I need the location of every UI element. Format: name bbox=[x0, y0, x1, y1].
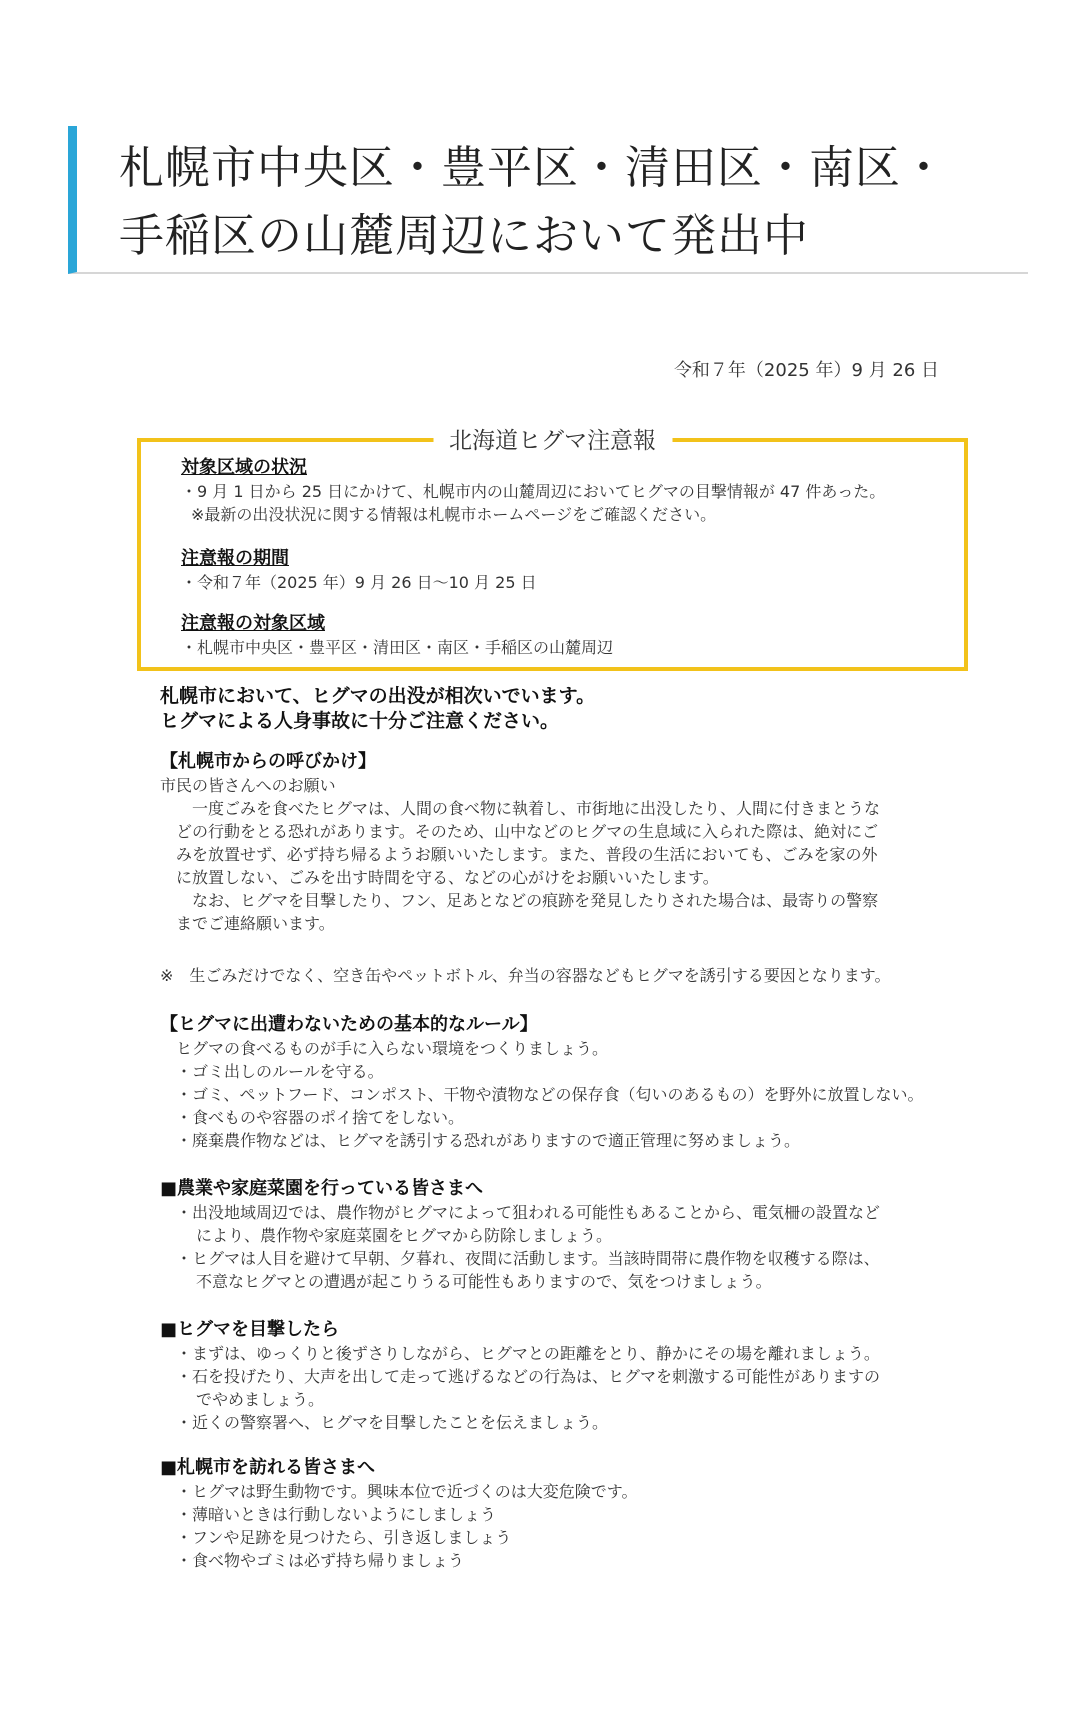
farm-heading: ■農業や家庭菜園を行っている皆さまへ bbox=[160, 1178, 484, 1199]
status-heading: 対象区域の状況 bbox=[181, 457, 307, 478]
period-block bbox=[181, 547, 961, 594]
sighting-section bbox=[160, 1317, 960, 1434]
period-heading: 注意報の期間 bbox=[181, 548, 289, 569]
lead-line-2: ヒグマによる人身事故に十分ご注意ください。 bbox=[160, 710, 560, 732]
area-line: ・札幌市中央区・豊平区・清田区・南区・手稲区の山麓周辺 bbox=[181, 638, 614, 657]
list-item: ・ゴミ、ペットフード、コンポスト、干物や漬物などの保存食（匂いのあるもの）を野外に放置しない。 bbox=[176, 1085, 924, 1104]
list-item-continued: 不意なヒグマとの遭遇が起こりうる可能性もありますので、気をつけましょう。 bbox=[196, 1272, 772, 1291]
notice-box bbox=[137, 428, 968, 671]
list-item-continued: により、農作物や家庭菜園をヒグマから防除しましょう。 bbox=[196, 1226, 613, 1245]
list-item: ・食べものや容器のポイ捨てをしない。 bbox=[176, 1108, 465, 1127]
headline bbox=[68, 126, 1028, 274]
appeal-paragraph-line: 一度ごみを食べたヒグマは、人間の食べ物に執着し、市街地に出没したり、人間に付きまとうな bbox=[192, 799, 881, 818]
list-item: ・近くの警察署へ、ヒグマを目撃したことを伝えましょう。 bbox=[176, 1413, 609, 1432]
list-item: ・薄暗いときは行動しないようにしましょう bbox=[176, 1505, 497, 1524]
rules-sub: ヒグマの食べるものが手に入らない環境をつくりましょう。 bbox=[176, 1039, 609, 1058]
notice-title: 北海道ヒグマ注意報 bbox=[433, 422, 672, 455]
appeal-paragraph-line: に放置しない、ごみを出す時間を守る、などの心がけをお願いいたします。 bbox=[176, 868, 719, 887]
list-item: ・ヒグマは人目を避けて早朝、夕暮れ、夜間に活動します。当該時間帯に農作物を収穫する際は、 bbox=[176, 1249, 880, 1268]
lead-text bbox=[160, 684, 595, 734]
status-note: ※最新の出没状況に関する情報は札幌市ホームページをご確認ください。 bbox=[191, 505, 717, 524]
appeal-heading: 【札幌市からの呼びかけ】 bbox=[160, 751, 376, 772]
appeal-paragraph-line: みを放置せず、必ず持ち帰るようお願いいたします。また、普段の生活においても、ごみを家の外 bbox=[176, 845, 878, 864]
status-line: ・9 月 1 日から 25 日にかけて、札幌市内の山麓周辺においてヒグマの目撃情報が 47 件あった。 bbox=[181, 482, 886, 501]
rules-section bbox=[160, 1012, 960, 1152]
farm-section bbox=[160, 1176, 960, 1293]
area-heading: 注意報の対象区域 bbox=[181, 613, 325, 634]
list-item: ・廃棄農作物などは、ヒグマを誘引する恐れがありますので適正管理に努めましょう。 bbox=[176, 1131, 801, 1150]
appeal-sub: 市民の皆さんへのお願い bbox=[160, 776, 336, 795]
list-item: ・まずは、ゆっくりと後ずさりしながら、ヒグマとの距離をとり、静かにその場を離れましょう。 bbox=[176, 1344, 880, 1363]
list-item: ・ヒグマは野生動物です。興味本位で近づくのは大変危険です。 bbox=[176, 1482, 638, 1501]
visitors-section bbox=[160, 1455, 960, 1572]
status-block bbox=[181, 456, 961, 526]
appeal-paragraph-line: どの行動をとる恐れがあります。そのため、山中などのヒグマの生息域に入られた際は、絶対にご bbox=[176, 822, 879, 841]
list-item: ・フンや足跡を見つけたら、引き返しましょう bbox=[176, 1528, 512, 1547]
list-item: ・石を投げたり、大声を出して走って逃げるなどの行為は、ヒグマを刺激する可能性がありますの bbox=[176, 1367, 881, 1386]
rules-heading: 【ヒグマに出遭わないための基本的なルール】 bbox=[160, 1014, 538, 1035]
appeal-section bbox=[160, 749, 960, 935]
list-item: ・ゴミ出しのルールを守る。 bbox=[176, 1062, 384, 1081]
list-item-continued: でやめましょう。 bbox=[196, 1390, 325, 1409]
issue-date: 令和７年（2025 年）9 月 26 日 bbox=[673, 360, 939, 381]
list-item: ・出没地域周辺では、農作物がヒグマによって狙われる可能性もあることから、電気柵の設置など bbox=[176, 1203, 881, 1222]
list-item: ・食べ物やゴミは必ず持ち帰りましょう bbox=[176, 1551, 465, 1570]
headline-line-1: 札幌市中央区・豊平区・清田区・南区・ bbox=[119, 141, 948, 194]
headline-line-2: 手稲区の山麓周辺において発出中 bbox=[119, 209, 810, 262]
lead-line-1: 札幌市において、ヒグマの出没が相次いでいます。 bbox=[160, 685, 596, 707]
area-block bbox=[181, 612, 961, 659]
period-line: ・令和７年（2025 年）9 月 26 日～10 月 25 日 bbox=[181, 573, 537, 592]
sighting-heading: ■ヒグマを目撃したら bbox=[160, 1319, 340, 1340]
appeal-paragraph-line: なお、ヒグマを目撃したり、フン、足あとなどの痕跡を発見したりされた場合は、最寄りの警察 bbox=[192, 891, 879, 910]
visitors-heading: ■札幌市を訪れる皆さまへ bbox=[160, 1457, 376, 1478]
garbage-note: ※ 生ごみだけでなく、空き缶やペットボトル、弁当の容器などもヒグマを誘引する要因となります。 bbox=[160, 966, 891, 985]
appeal-paragraph-line: までご連絡願います。 bbox=[176, 914, 335, 933]
